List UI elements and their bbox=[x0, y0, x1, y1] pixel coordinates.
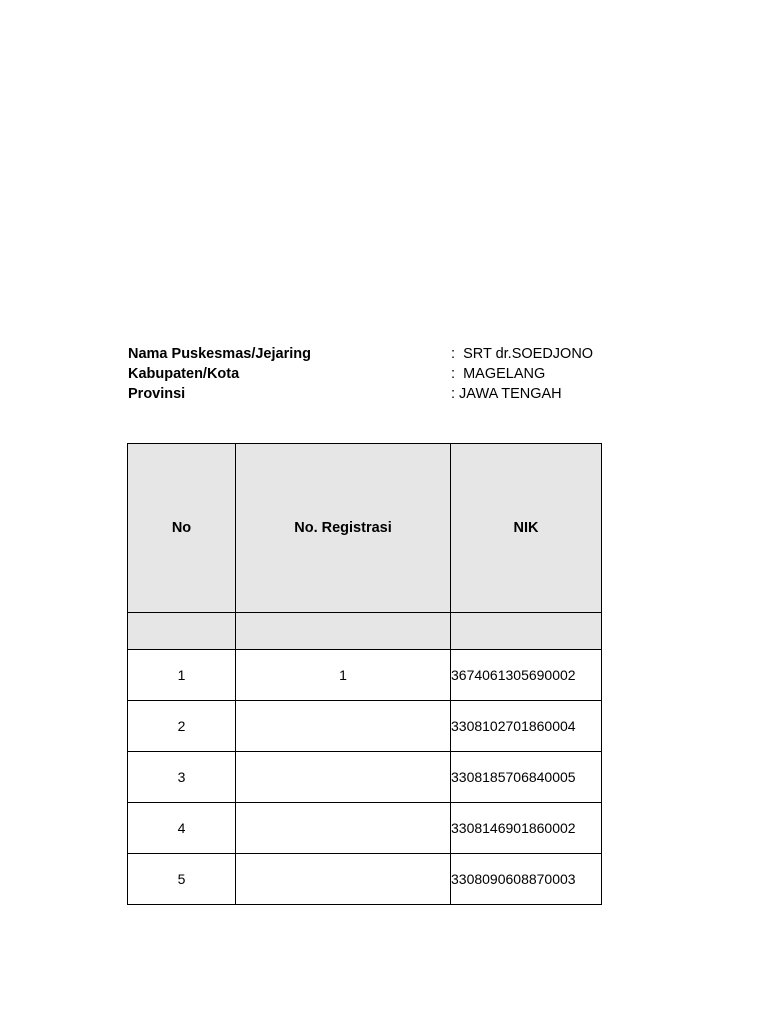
info-row-puskesmas bbox=[128, 344, 628, 364]
table-row bbox=[128, 650, 602, 701]
cell-no: 3 bbox=[128, 752, 236, 803]
table-row bbox=[128, 854, 602, 905]
cell-registrasi bbox=[236, 701, 451, 752]
cell-no: 5 bbox=[128, 854, 236, 905]
cell-nik: 3308102701860004 bbox=[451, 701, 602, 752]
facility-info bbox=[128, 344, 628, 404]
provinsi-label: Provinsi bbox=[128, 386, 186, 402]
cell-nik: 3308185706840005 bbox=[451, 752, 602, 803]
cell-nik: 3308090608870003 bbox=[451, 854, 602, 905]
cell-registrasi bbox=[236, 752, 451, 803]
spacer-cell bbox=[128, 613, 236, 650]
puskesmas-value: : SRT dr.SOEDJONO bbox=[451, 346, 594, 362]
cell-registrasi bbox=[236, 854, 451, 905]
table-header-row bbox=[128, 444, 602, 613]
info-row-provinsi bbox=[128, 384, 628, 404]
info-row-kabupaten bbox=[128, 364, 628, 384]
column-header-no: No bbox=[128, 444, 236, 613]
cell-nik: 3308146901860002 bbox=[451, 803, 602, 854]
cell-no: 2 bbox=[128, 701, 236, 752]
table-row bbox=[128, 701, 602, 752]
cell-registrasi bbox=[236, 803, 451, 854]
provinsi-value: : JAWA TENGAH bbox=[451, 386, 562, 402]
puskesmas-label: Nama Puskesmas/Jejaring bbox=[128, 346, 311, 362]
spacer-cell bbox=[236, 613, 451, 650]
kabupaten-label: Kabupaten/Kota bbox=[128, 366, 240, 382]
patient-table bbox=[127, 443, 602, 905]
cell-no: 4 bbox=[128, 803, 236, 854]
spacer-cell bbox=[451, 613, 602, 650]
kabupaten-value: : MAGELANG bbox=[451, 366, 546, 382]
table-row bbox=[128, 803, 602, 854]
table-row bbox=[128, 752, 602, 803]
cell-no: 1 bbox=[128, 650, 236, 701]
column-header-nik: NIK bbox=[451, 444, 602, 613]
table-spacer-row bbox=[128, 613, 602, 650]
column-header-registrasi: No. Registrasi bbox=[236, 444, 451, 613]
cell-registrasi: 1 bbox=[236, 650, 451, 701]
cell-nik: 3674061305690002 bbox=[451, 650, 602, 701]
